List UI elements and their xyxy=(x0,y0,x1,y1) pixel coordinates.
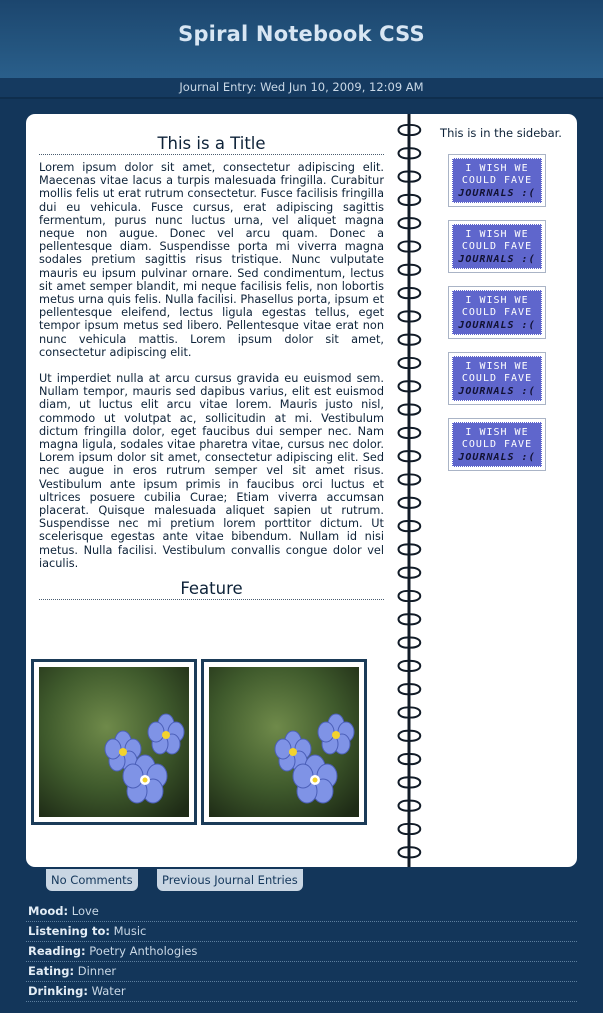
stamp-line: JOURNALS :( xyxy=(458,253,536,265)
site-title[interactable]: Spiral Notebook CSS xyxy=(178,22,425,46)
journal-content xyxy=(39,134,384,600)
stamp-line: I WISH WE xyxy=(465,162,529,174)
stamp-line: COULD FAVE xyxy=(461,307,533,318)
feature-title: Feature xyxy=(39,579,384,600)
paragraph: Lorem ipsum dolor sit amet, consectetur adipiscing elit. Maecenas vitae lacus a turpis malesuada fringilla. Curabitur mollis felis ut erat rutrum consectetur. Fusce facilisis fringilla dui eu vehicula. Fusce cursus, erat adipiscing sagittis fermentum, purus nunc luctus urna, vel aliquet magna neque non augue. Donec vel arcu quam. Donec a pellentesque diam. Suspendisse porta mi viverra magna sodales pretium sagittis risus tristique. Nunc vulputate mauris eu ipsum pulvinar ornare. Sed condimentum, lectus sit amet semper blandit, mi neque facilisis felis, non lobortis metus urna quis felis. Nulla facilisi. Phasellus porta, ipsum et pellentesque eleifend, lectus ligula egestas tellus, eget tempor ipsum metus sed libero. Pellentesque vitae erat non nunc vehicula mattis. Lorem ipsum dolor sit amet, consectetur adipiscing elit. xyxy=(39,161,384,359)
meta-label: Listening to: xyxy=(28,924,110,938)
fave-stamp[interactable] xyxy=(448,154,546,207)
fave-stamp[interactable] xyxy=(448,220,546,273)
previous-entries-button[interactable]: Previous Journal Entries xyxy=(157,869,303,891)
feature-photo[interactable] xyxy=(201,659,367,825)
stamp-line: COULD FAVE xyxy=(461,175,533,186)
fave-stamp[interactable] xyxy=(448,418,546,471)
feature-photo[interactable] xyxy=(31,659,197,825)
stamp-line: JOURNALS :( xyxy=(458,385,536,397)
comments-button[interactable]: No Comments xyxy=(46,869,138,891)
stamp-line: I WISH WE xyxy=(465,294,529,306)
stamp-face xyxy=(452,224,542,269)
meta-label: Mood: xyxy=(28,904,69,918)
stamp-face xyxy=(452,422,542,467)
stamp-line: JOURNALS :( xyxy=(458,187,536,199)
stamp-line: COULD FAVE xyxy=(461,439,533,450)
fave-stamp[interactable] xyxy=(448,286,546,339)
journal-date: Journal Entry: Wed Jun 10, 2009, 12:09 AM xyxy=(0,78,603,99)
fave-stamp[interactable] xyxy=(448,352,546,405)
stamp-line: JOURNALS :( xyxy=(458,451,536,463)
meta-row-mood xyxy=(26,902,577,922)
stamp-line: I WISH WE xyxy=(465,360,529,372)
meta-label: Drinking: xyxy=(28,984,88,998)
meta-value: Dinner xyxy=(77,964,117,978)
meta-row-listening xyxy=(26,922,577,942)
meta-row-reading xyxy=(26,942,577,962)
sidebar-text: This is in the sidebar. xyxy=(440,126,562,140)
stamp-face xyxy=(452,290,542,335)
meta-row-eating xyxy=(26,962,577,982)
stamp-line: COULD FAVE xyxy=(461,373,533,384)
meta-value: Music xyxy=(113,924,147,938)
stamp-line: COULD FAVE xyxy=(461,241,533,252)
meta-label: Reading: xyxy=(28,944,86,958)
meta-value: Water xyxy=(91,984,126,998)
stamp-face xyxy=(452,356,542,401)
meta-label: Eating: xyxy=(28,964,75,978)
stamp-line: I WISH WE xyxy=(465,228,529,240)
mood-list xyxy=(26,902,577,1002)
post-title: This is a Title xyxy=(39,134,384,155)
flower-photo-icon xyxy=(39,667,189,817)
stamp-face xyxy=(452,158,542,203)
feature-gallery xyxy=(31,659,371,829)
sidebar xyxy=(436,127,566,471)
spiral-binding-icon xyxy=(394,114,424,867)
header xyxy=(0,0,603,79)
paragraph: Ut imperdiet nulla at arcu cursus gravida eu euismod sem. Nullam tempor, mauris sed dapibus varius, elit est euismod diam, ut luctus elit arcu vitae lorem. Mauris justo nisl, commodo ut volutpat ac, sollicitudin at mi. Vestibulum dictum fringilla dolor, eget faucibus dui semper nec. Nam magna ligula, sodales vitae pharetra vitae, cursus nec dolor. Lorem ipsum dolor sit amet, consectetur adipiscing elit. Sed nec augue in eros rutrum semper vel sit amet risus. Vestibulum ante ipsum primis in faucibus orci luctus et ultrices posuere cubilia Curae; Etiam viverra accumsan placerat. Quisque malesuada aliquet sapien ut rutrum. Suspendisse nec mi pretium lorem porttitor dictum. Ut scelerisque egestas ante vitae bibendum. Nullam id nisi metus. Nulla facilisi. Vestibulum convallis congue dolor vel iaculis. xyxy=(39,372,384,570)
meta-row-drinking xyxy=(26,982,577,1002)
flower-photo-icon xyxy=(209,667,359,817)
meta-value: Poetry Anthologies xyxy=(89,944,198,958)
stamp-line: I WISH WE xyxy=(465,426,529,438)
post-body xyxy=(39,161,384,570)
meta-value: Love xyxy=(71,904,99,918)
stamp-line: JOURNALS :( xyxy=(458,319,536,331)
notebook-page xyxy=(26,114,577,867)
